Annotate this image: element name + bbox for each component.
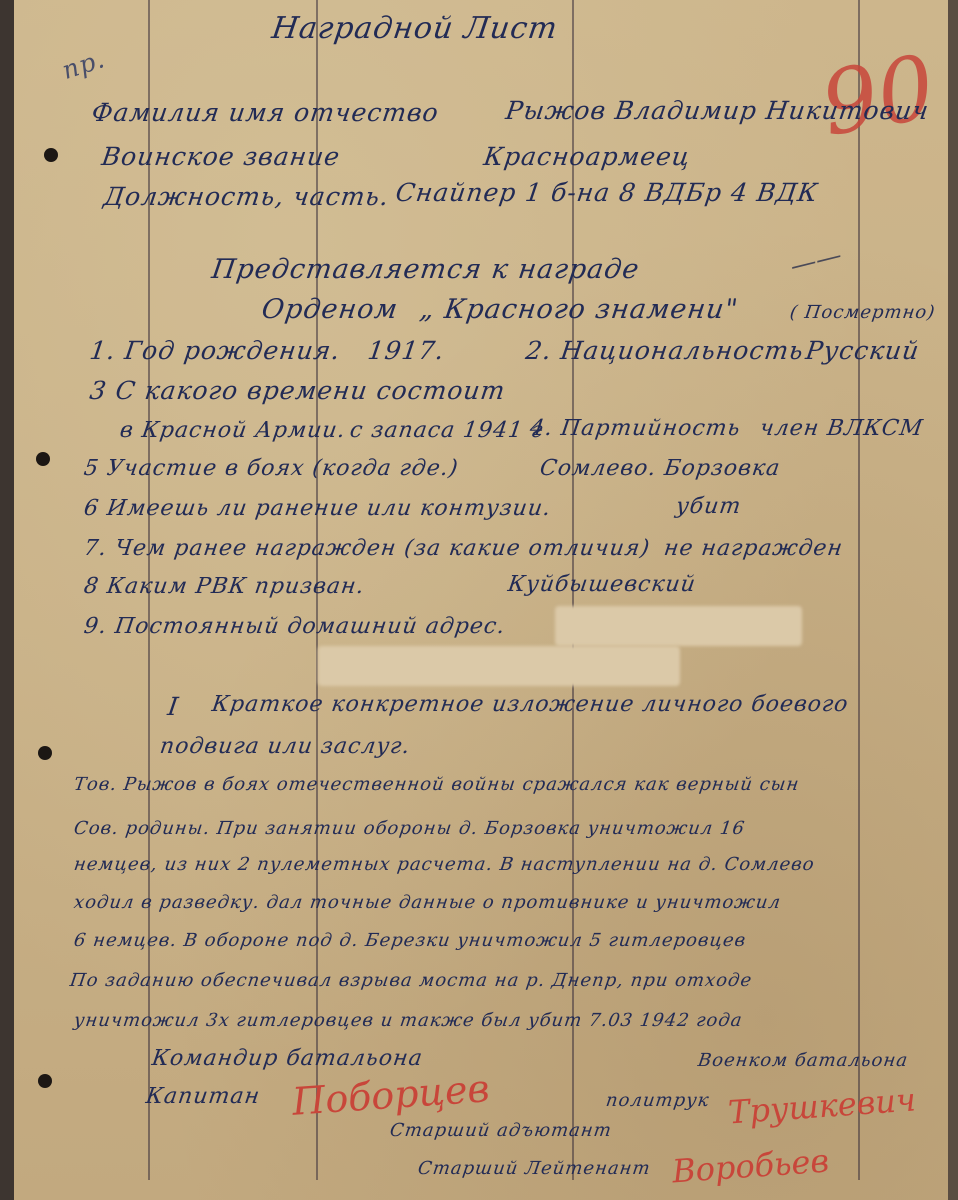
commissar-signature: Трушкевич [726, 1080, 917, 1132]
item-birth-year-value: 1917. [365, 336, 447, 365]
commissar-rank: политрук [604, 1090, 711, 1111]
item-battles-value: Сомлево. Борзовка [538, 456, 783, 481]
adjutant-title: Старший адъютант [388, 1120, 614, 1141]
position-label: Должность, часть. [101, 182, 392, 211]
item-nationality-value: Русский [803, 336, 922, 365]
section-number: I [165, 692, 181, 721]
margin-rule [858, 0, 860, 1180]
item-service-label-cont: в Красной Армии. [118, 418, 348, 443]
redacted-area [555, 606, 802, 646]
adjutant-rank: Старший Лейтенант [416, 1158, 653, 1179]
body-line: Сов. родины. При занятии обороны д. Борзовка уничтожил 16 [72, 818, 747, 839]
body-line: ходил в разведку. дал точные данные о противнике и уничтожил [72, 892, 783, 913]
nomination-order: Орденом [259, 294, 401, 325]
commander-signature: Поборцев [290, 1066, 491, 1124]
commander-rank: Капитан [144, 1084, 262, 1109]
item-party-value: член ВЛКСМ [758, 416, 925, 441]
item-awards-value: не награжден [662, 536, 845, 561]
item-wounds-value: убит [674, 494, 744, 519]
nomination-posthumous: ( Посмертно) [788, 302, 937, 323]
scan-edge-left [0, 0, 14, 1200]
body-line: Тов. Рыжов в боях отечественной войны сражался как верный сын [72, 774, 801, 795]
body-line: немцев, из них 2 пулеметных расчета. В наступлении на д. Сомлево [72, 854, 817, 875]
item-service-value: с запаса 1941 г [348, 418, 546, 443]
item-nationality-label: 2. Национальность [523, 336, 806, 365]
punch-hole [36, 452, 50, 466]
punch-hole [44, 148, 58, 162]
red-number-stamp: 90 [813, 35, 942, 156]
nomination-line: Представляется к награде [209, 254, 642, 285]
body-line: уничтожил 3х гитлеровцев и также был убит 7.03 1942 года [72, 1010, 744, 1031]
item-party-label: 4. Партийность [528, 416, 743, 441]
item-draft-office-label: 8 Каким РВК призван. [82, 574, 367, 599]
item-birth-year-label: 1. Год рождения. [87, 336, 343, 365]
item-awards-label: 7. Чем ранее награжден (за какие отличия) [82, 536, 652, 561]
redacted-area [318, 646, 680, 686]
commissar-title: Военком батальона [696, 1050, 910, 1071]
nomination-order-name: „ Красного знамени" [417, 294, 741, 325]
item-address-label: 9. Постоянный домашний адрес. [82, 614, 507, 639]
position-value: Снайпер 1 б-на 8 ВДБр 4 ВДК [393, 178, 821, 207]
item-battles-label: 5 Участие в боях (когда где.) [82, 456, 461, 481]
name-label: Фамилия имя отчество [89, 98, 441, 127]
rank-label: Воинское звание [99, 142, 343, 171]
punch-hole [38, 746, 52, 760]
commander-title: Командир батальона [150, 1046, 425, 1071]
adjutant-signature: Воробьев [670, 1141, 831, 1191]
body-line: По заданию обеспечивал взрыва моста на р. Днепр, при отходе [68, 970, 754, 991]
section-heading: Краткое конкретное изложение личного боевого [210, 692, 851, 717]
item-wounds-label: 6 Имеешь ли ранение или контузии. [82, 496, 553, 521]
item-draft-office-value: Куйбышевский [506, 572, 698, 597]
scan-edge-right [948, 0, 958, 1200]
section-heading-cont: подвига или заслуг. [158, 734, 413, 759]
pencil-mark: —— [787, 240, 845, 282]
name-value: Рыжов Владимир Никитович [503, 96, 932, 125]
item-service-label: 3 С какого времени состоит [87, 376, 508, 405]
body-line: 6 немцев. В обороне под д. Березки уничтожил 5 гитлеровцев [72, 930, 748, 951]
rank-value: Красноармеец [481, 142, 693, 171]
margin-note: пр. [58, 44, 109, 85]
punch-hole [38, 1074, 52, 1088]
document-title: Наградной Лист [269, 11, 561, 46]
